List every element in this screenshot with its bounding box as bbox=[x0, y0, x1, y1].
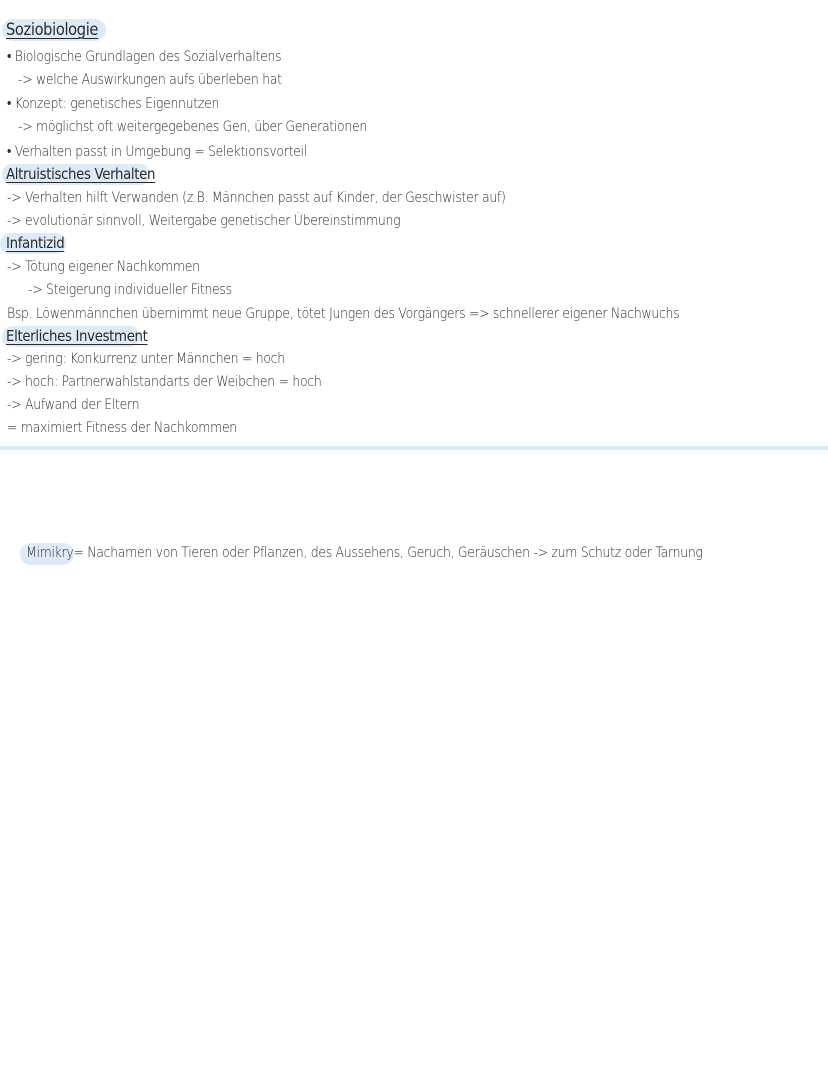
note-line: -> hoch: Partnerwahlstandarts der Weibchen = hoch bbox=[7, 374, 322, 390]
note-line: • Konzept: genetisches Eigennutzen bbox=[7, 96, 220, 112]
mimikry-note bbox=[26, 543, 703, 563]
note-line: = maximiert Fitness der Nachkommen bbox=[7, 420, 237, 436]
mimikry-definition: = Nachamen von Tieren oder Pflanzen, des Aussehens, Geruch, Geräuschen -> zum Schutz oder Tarnung bbox=[73, 545, 703, 561]
note-line: Bsp. Löwenmännchen übernimmt neue Gruppe, tötet Jungen des Vorgängers => schnellerer eigener Nachwuchs bbox=[7, 306, 680, 322]
note-line: -> möglichst oft weitergegebenes Gen, über Generationen bbox=[18, 119, 367, 135]
note-line: -> Verhalten hilft Verwanden (z.B. Männchen passt auf Kinder, der Geschwister auf) bbox=[7, 190, 506, 206]
note-line: -> Aufwand der Eltern bbox=[7, 397, 140, 413]
section-divider bbox=[0, 446, 828, 450]
note-line: -> evolutionär sinnvoll, Weitergabe genetischer Übereinstimmung bbox=[7, 213, 401, 229]
note-line: -> Tötung eigener Nachkommen bbox=[7, 259, 200, 275]
note-line: -> welche Auswirkungen aufs überleben hat bbox=[18, 72, 282, 88]
heading-infantizid: Infantizid bbox=[6, 234, 65, 252]
heading-elterliches: Elterliches Investment bbox=[6, 327, 148, 345]
note-line: • Biologische Grundlagen des Sozialverhaltens bbox=[7, 49, 282, 65]
note-line: -> gering: Konkurrenz unter Männchen = hoch bbox=[7, 351, 285, 367]
heading-altruistisch: Altruistisches Verhalten bbox=[6, 165, 156, 183]
note-line: -> Steigerung individueller Fitness bbox=[28, 282, 232, 298]
mimikry-term: Mimikry bbox=[26, 545, 74, 561]
heading-soziobiologie: Soziobiologie bbox=[6, 20, 99, 40]
note-line: • Verhalten passt in Umgebung = Selektionsvorteil bbox=[7, 144, 307, 160]
